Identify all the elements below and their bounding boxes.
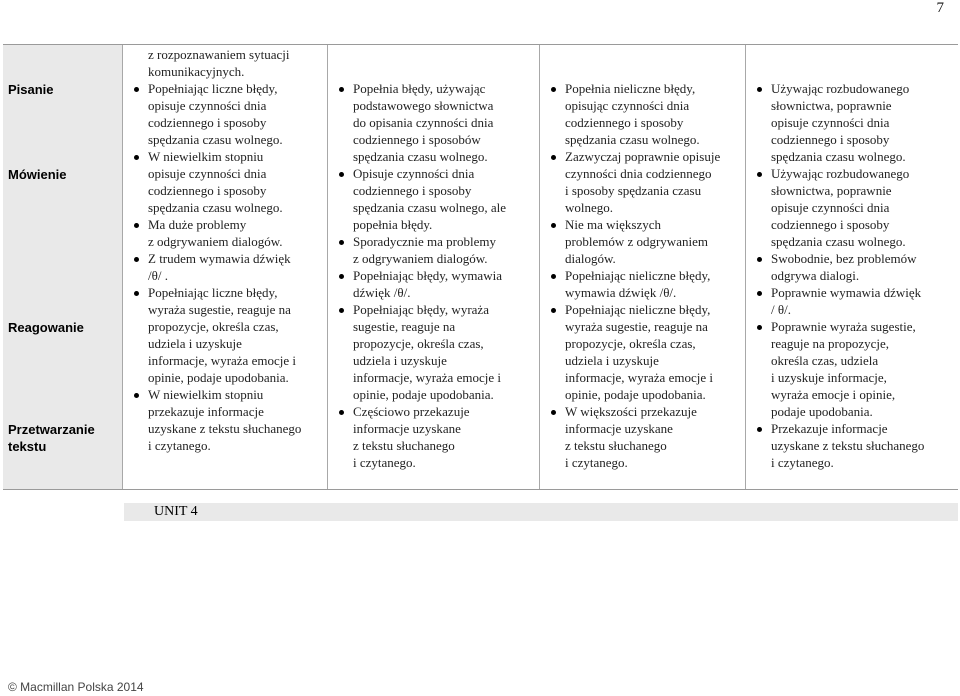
text-line: Popełniając liczne błędy, (148, 81, 278, 96)
continued-text (128, 46, 324, 80)
criteria-item-mowienie (545, 148, 743, 216)
criteria-item-przetwarzanie (751, 420, 956, 471)
text-line: i uzyskuje informacje, (771, 370, 887, 385)
text-line: i sposoby spędzania czasu (565, 183, 702, 198)
text-line: Opisuje czynności dnia (353, 166, 475, 181)
text-line: Popełnia nieliczne błędy, (565, 81, 696, 96)
text-line: słownictwa, poprawnie (771, 98, 892, 113)
text-line: Popełniając nieliczne błędy, (565, 268, 711, 283)
text-line: sugestie, reaguje na (353, 319, 456, 334)
criteria-item-mowienie (128, 216, 324, 250)
text-line: codziennego i sposoby (771, 217, 890, 232)
text-line: opisuje czynności dnia (148, 98, 267, 113)
criteria-item-przetwarzanie (545, 403, 743, 471)
text-line: przekazuje informacje (148, 404, 264, 419)
text-line: Poprawnie wyraża sugestie, (771, 319, 916, 334)
text-line: Popełniając błędy, wyraża (353, 302, 489, 317)
text-line: odgrywa dialogi. (771, 268, 860, 283)
text-line: informacje, wyraża emocje i (148, 353, 296, 368)
criteria-item-mowienie (751, 165, 956, 250)
text-line: i czytanego. (148, 438, 211, 453)
criteria-item-mowienie (333, 233, 537, 267)
text-line: opisując czynności dnia (565, 98, 690, 113)
criteria-item-pisanie (128, 80, 324, 148)
text-line: spędzania czasu wolnego. (771, 149, 906, 164)
text-line: Częściowo przekazuje (353, 404, 470, 419)
copyright-footer: © Macmillan Polska 2014 (8, 680, 144, 694)
text-line: Nie ma większych (565, 217, 662, 232)
text-line: Popełnia błędy, używając (353, 81, 486, 96)
text-line: codziennego i sposoby (148, 183, 267, 198)
text-line: z odgrywaniem dialogów. (148, 234, 283, 249)
text-line: udziela i uzyskuje (353, 353, 447, 368)
criteria-item-mowienie (545, 267, 743, 301)
text-line: dźwięk /θ/. (353, 285, 411, 300)
text-line: podstawowego słownictwa (353, 98, 494, 113)
column-divider (327, 45, 328, 489)
text-line: czynności dnia codziennego (565, 166, 712, 181)
text-line: spędzania czasu wolnego. (353, 149, 488, 164)
text-line: wyraża emocje i opinie, (771, 387, 896, 402)
text-line: propozycje, określa czas, (353, 336, 484, 351)
text-line: Przekazuje informacje (771, 421, 888, 436)
criteria-item-mowienie (333, 165, 537, 233)
page-number: 7 (936, 0, 944, 16)
row-label-przetwarzanie-line2: tekstu (8, 439, 47, 454)
row-label-mowienie: Mówienie (8, 167, 67, 182)
assessment-table (3, 44, 958, 490)
text-line: Popełniając liczne błędy, (148, 285, 278, 300)
criteria-item-reagowanie (128, 284, 324, 386)
row-label-przetwarzanie (8, 421, 120, 455)
text-line: opinie, podaje upodobania. (148, 370, 289, 385)
text-line: / θ/. (771, 302, 791, 317)
text-line: codziennego i sposoby (353, 183, 472, 198)
criteria-item-przetwarzanie (128, 386, 324, 454)
criteria-item-przetwarzanie (333, 403, 537, 471)
text-line: uzyskane z tekstu słuchanego (148, 421, 302, 436)
text-line: wolnego. (565, 200, 614, 215)
row-label-przetwarzanie-line1: Przetwarzanie (8, 422, 95, 437)
text-line: W większości przekazuje (565, 404, 697, 419)
text-line: popełnia błędy. (353, 217, 433, 232)
text-line: wyraża sugestie, reaguje na (148, 302, 291, 317)
text-line: określa czas, udziela (771, 353, 879, 368)
text-line: codziennego i sposobów (353, 132, 481, 147)
criteria-item-mowienie (751, 250, 956, 284)
text-line: informacje uzyskane (565, 421, 673, 436)
column-divider (122, 45, 123, 489)
criteria-item-mowienie (333, 267, 537, 301)
text-line: z tekstu słuchanego (565, 438, 667, 453)
text-line: wymawia dźwięk /θ/. (565, 285, 677, 300)
column-divider (745, 45, 746, 489)
text-line: /θ/ . (148, 268, 168, 283)
criteria-list (751, 80, 956, 471)
text-line: opisuje czynności dnia (771, 115, 890, 130)
text-line: dialogów. (565, 251, 616, 266)
text-line: Popełniając nieliczne błędy, (565, 302, 711, 317)
text-line: codziennego i sposoby (565, 115, 684, 130)
text-line: z odgrywaniem dialogów. (353, 251, 488, 266)
column-level-2 (333, 80, 537, 471)
column-level-1 (128, 46, 324, 454)
text-line: opisuje czynności dnia (771, 200, 890, 215)
text-line: spędzania czasu wolnego, ale (353, 200, 507, 215)
text-line: Używając rozbudowanego (771, 166, 910, 181)
text-line: z tekstu słuchanego (353, 438, 455, 453)
row-label-pisanie: Pisanie (8, 82, 54, 97)
text-line: codziennego i sposoby (148, 115, 267, 130)
text-line: opinie, podaje upodobania. (353, 387, 494, 402)
text-line: Zazwyczaj poprawnie opisuje (565, 149, 721, 164)
column-divider (539, 45, 540, 489)
unit-label: UNIT 4 (154, 504, 198, 519)
criteria-list (333, 80, 537, 471)
text-line: i czytanego. (565, 455, 628, 470)
text-line: opisuje czynności dnia (148, 166, 267, 181)
text-line: komunikacyjnych. (148, 64, 245, 79)
text-line: Poprawnie wymawia dźwięk (771, 285, 922, 300)
criteria-item-pisanie (751, 80, 956, 165)
text-line: podaje upodobania. (771, 404, 873, 419)
text-line: i czytanego. (353, 455, 416, 470)
text-line: spędzania czasu wolnego. (148, 200, 283, 215)
criteria-item-reagowanie (751, 318, 956, 420)
text-line: udziela i uzyskuje (565, 353, 659, 368)
text-line: uzyskane z tekstu słuchanego (771, 438, 925, 453)
text-line: Popełniając błędy, wymawia (353, 268, 502, 283)
text-line: codziennego i sposoby (771, 132, 890, 147)
text-line: spędzania czasu wolnego. (148, 132, 283, 147)
criteria-item-reagowanie (545, 301, 743, 403)
criteria-item-mowienie (128, 148, 324, 216)
unit-bar (124, 503, 958, 521)
column-level-3 (545, 80, 743, 471)
text-line: propozycje, określa czas, (148, 319, 279, 334)
text-line: do opisania czynności dnia (353, 115, 494, 130)
text-line: informacje, wyraża emocje i (565, 370, 713, 385)
text-line: W niewielkim stopniu (148, 149, 264, 164)
text-line: problemów z odgrywaniem (565, 234, 708, 249)
text-line: reaguje na propozycje, (771, 336, 890, 351)
text-line: propozycje, określa czas, (565, 336, 696, 351)
text-line: Z trudem wymawia dźwięk (148, 251, 291, 266)
text-line: Swobodnie, bez problemów (771, 251, 917, 266)
text-line: z rozpoznawaniem sytuacji (148, 47, 290, 62)
column-level-4 (751, 80, 956, 471)
text-line: Sporadycznie ma problemy (353, 234, 496, 249)
text-line: W niewielkim stopniu (148, 387, 264, 402)
text-line: Używając rozbudowanego (771, 81, 910, 96)
criteria-item-reagowanie (333, 301, 537, 403)
criteria-list (128, 80, 324, 454)
criteria-item-mowienie (751, 284, 956, 318)
criteria-list (545, 80, 743, 471)
criteria-item-pisanie (545, 80, 743, 148)
text-line: udziela i uzyskuje (148, 336, 242, 351)
row-label-reagowanie: Reagowanie (8, 320, 84, 335)
text-line: i czytanego. (771, 455, 834, 470)
text-line: spędzania czasu wolnego. (565, 132, 700, 147)
criteria-item-mowienie (545, 216, 743, 267)
text-line: Ma duże problemy (148, 217, 247, 232)
criteria-item-pisanie (333, 80, 537, 165)
text-line: opinie, podaje upodobania. (565, 387, 706, 402)
criteria-item-mowienie (128, 250, 324, 284)
text-line: wyraża sugestie, reaguje na (565, 319, 708, 334)
text-line: słownictwa, poprawnie (771, 183, 892, 198)
text-line: informacje uzyskane (353, 421, 461, 436)
text-line: informacje, wyraża emocje i (353, 370, 501, 385)
text-line: spędzania czasu wolnego. (771, 234, 906, 249)
